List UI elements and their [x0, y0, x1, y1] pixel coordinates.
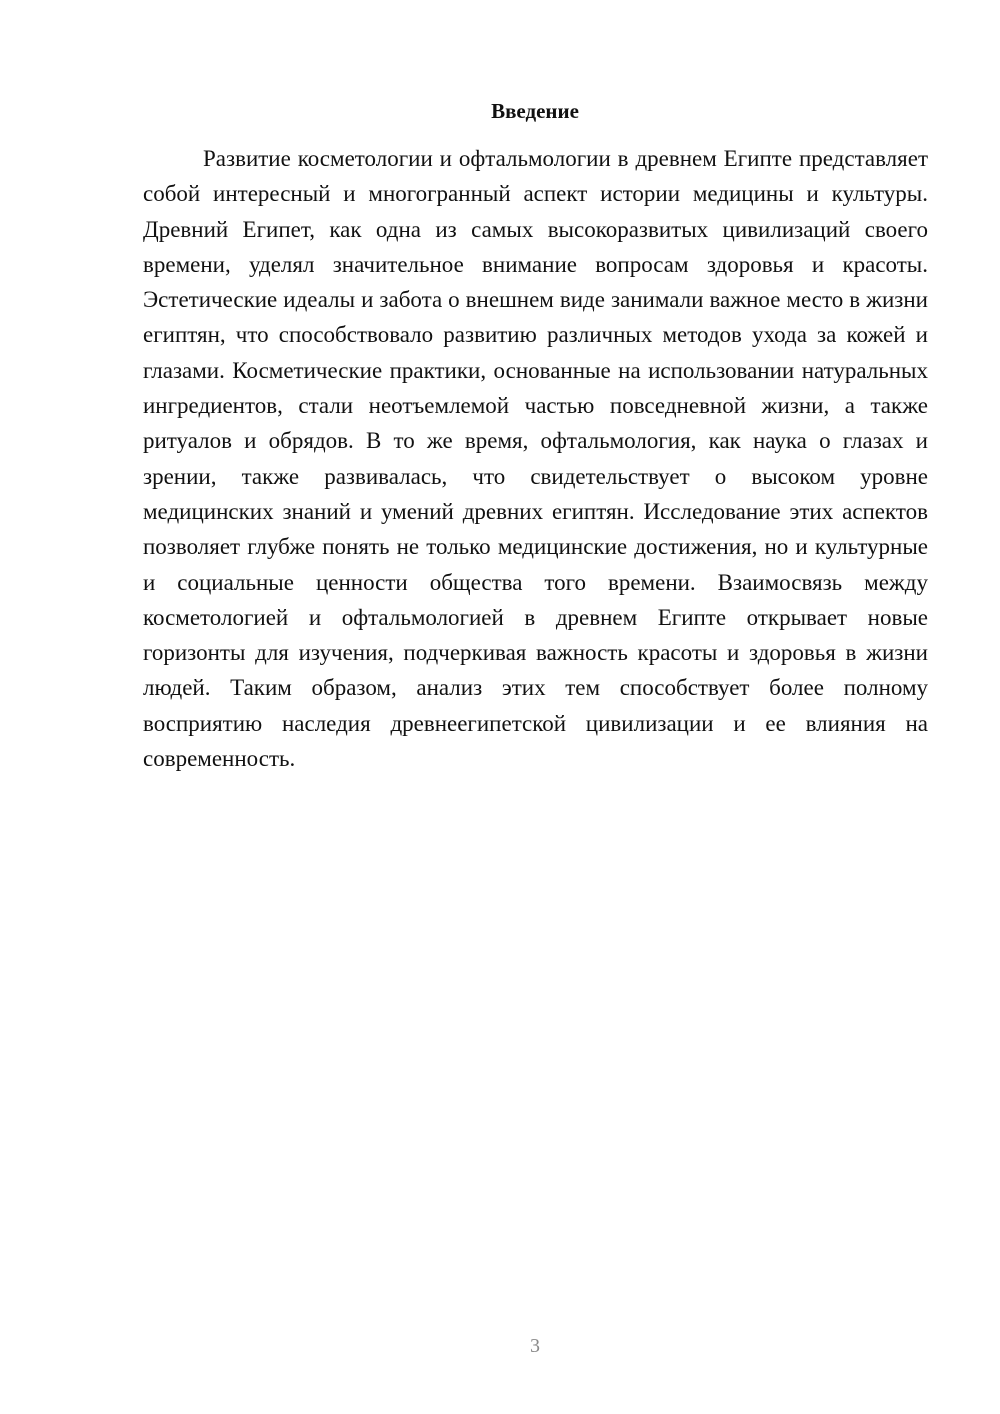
introduction-paragraph: Развитие косметологии и офтальмологии в древнем Египте представляет собой интересный и многогранный аспект истории медицины и культуры. Древний Египет, как одна из самых высокоразвитых цивилизаций своего времени, уделял значительное внимание вопросам здоровья и красоты. Эстетические идеалы и забота о внешнем виде занимали важное место в жизни египтян, что способствовало развитию различных методов ухода за кожей и глазами. Косметические практики, основанные на использовании натуральных ингредиентов, стали неотъемлемой частью повседневной жизни, а также ритуалов и обрядов. В то же время, офтальмология, как наука о глазах и зрении, также развивалась, что свидетельствует о высоком уровне медицинских знаний и умений древних египтян. Исследование этих аспектов позволяет глубже понять не только медицинские достижения, но и культурные и социальные ценности общества того времени. Взаимосвязь между косметологией и офтальмологией в древнем Египте открывает новые горизонты для изучения, подчеркивая важность красоты и здоровья в жизни людей. Таким образом, анализ этих тем способствует более полному восприятию наследия древнеегипетской цивилизации и ее влияния на современность.	[143, 146, 928, 772]
section-heading: Введение	[491, 99, 579, 123]
page-number: 3	[530, 1335, 540, 1357]
